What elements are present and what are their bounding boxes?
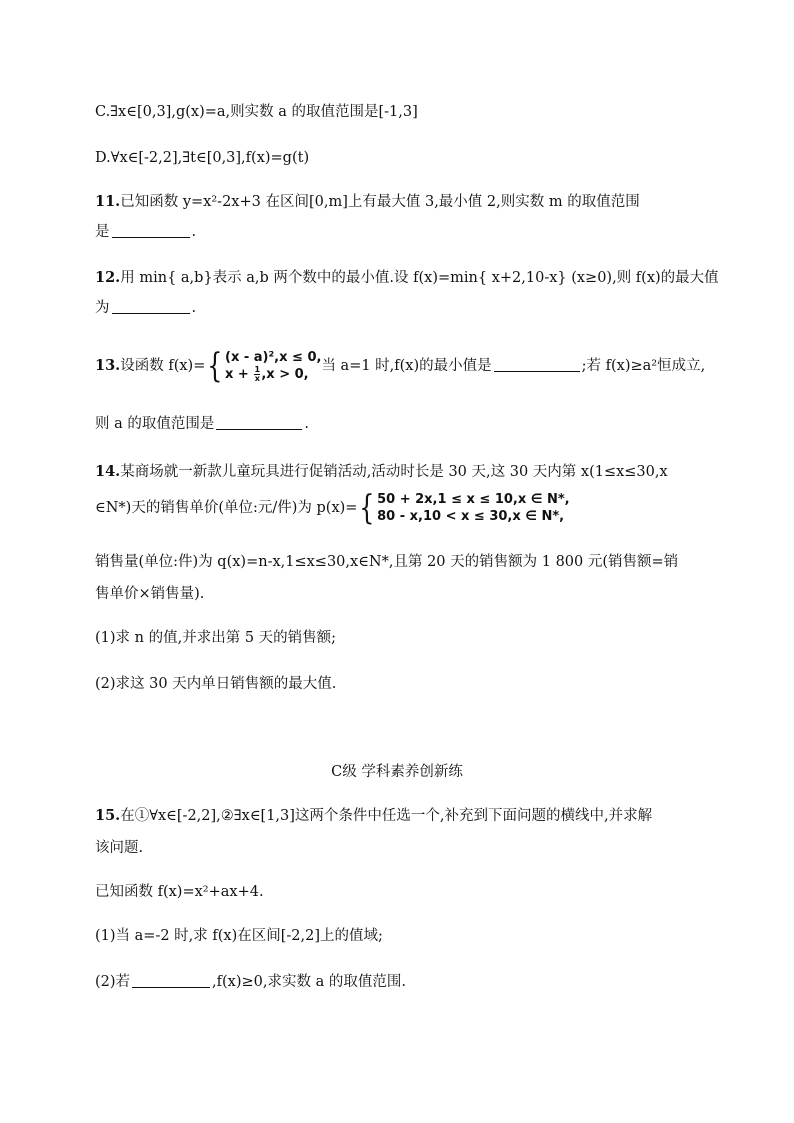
option-d: D.∀x∈[-2,2],∃t∈[0,3],f(x)=g(t) xyxy=(95,150,310,166)
question-text: ∈N*)天的销售单价(单位:元/件)为 p(x)= xyxy=(95,500,358,516)
question-14-sub1: (1)求 n 的值,并求出第 5 天的销售额; xyxy=(95,630,337,646)
question-text: 是 xyxy=(95,224,110,240)
answer-blank[interactable] xyxy=(132,973,210,988)
answer-blank[interactable] xyxy=(112,299,190,314)
question-text: 用 min{ a,b}表示 a,b 两个数中的最小值.设 f(x)=min{ x+2,10-x} (x≥0),则 f(x)的最大值 xyxy=(120,270,719,286)
question-14-line2 xyxy=(95,488,570,528)
question-15-sub2 xyxy=(95,972,406,992)
question-text: 则 a 的取值范围是 xyxy=(95,416,215,432)
fraction: $\frac{1}{x}$ xyxy=(254,365,261,383)
question-12-cont: 为 . xyxy=(95,300,197,316)
question-text: 当 a=1 时,f(x)的最小值是 xyxy=(321,358,492,374)
brace-symbol: { xyxy=(359,488,375,528)
question-text: ;若 f(x)≥a²恒成立, xyxy=(581,358,706,374)
question-14-sub2: (2)求这 30 天内单日销售额的最大值. xyxy=(95,676,337,692)
question-15-given: 已知函数 f(x)=x²+ax+4. xyxy=(95,884,264,900)
option-c: C.∃x∈[0,3],g(x)=a,则实数 a 的取值范围是[-1,3] xyxy=(95,104,418,120)
question-text: (2)若 xyxy=(95,974,131,990)
question-14-line3: 销售量(单位:件)为 q(x)=n-x,1≤x≤30,x∈N*,且第 20 天的销售额为 1 800 元(销售额=销 xyxy=(95,554,679,570)
question-number: 11. xyxy=(95,193,121,210)
question-14-line4: 售单价×销售量). xyxy=(95,586,205,602)
piece-1: 50 + 2x,1 ≤ x ≤ 10,x ∈ N*, xyxy=(377,492,570,507)
question-number: 12. xyxy=(95,269,121,286)
question-11 xyxy=(95,192,640,212)
question-number: 15. xyxy=(95,807,121,824)
answer-blank[interactable] xyxy=(494,357,580,372)
piecewise-function xyxy=(225,349,321,383)
question-12 xyxy=(95,268,719,288)
answer-blank[interactable] xyxy=(216,415,302,430)
piecewise-function xyxy=(377,491,569,525)
question-text: 某商场就一新款儿童玩具进行促销活动,活动时长是 30 天,这 30 天内第 x(1≤x≤30,x xyxy=(120,464,668,480)
section-heading: C级 学科素养创新练 xyxy=(331,764,463,780)
question-15-cont: 该问题. xyxy=(95,840,144,856)
question-11-cont: 是 . xyxy=(95,224,197,240)
answer-blank[interactable] xyxy=(112,223,190,238)
question-text: ,f(x)≥0,求实数 a 的取值范围. xyxy=(212,974,406,990)
question-15 xyxy=(95,806,652,826)
brace-symbol: { xyxy=(207,346,223,386)
question-text: 为 xyxy=(95,300,110,316)
question-number: 13. xyxy=(95,357,121,374)
question-13-cont: 则 a 的取值范围是 . xyxy=(95,416,309,432)
question-text: 在①∀x∈[-2,2],②∃x∈[1,3]这两个条件中任选一个,补充到下面问题的横线中,并求解 xyxy=(120,808,653,824)
question-14 xyxy=(95,462,668,482)
piece-2: x + $\frac{1}{x}$ ,x > 0, xyxy=(225,365,309,383)
question-text: 已知函数 y=x²-2x+3 在区间[0,m]上有最大值 3,最小值 2,则实数 m 的取值范围 xyxy=(120,194,640,210)
question-15-sub1: (1)当 a=-2 时,求 f(x)在区间[-2,2]上的值域; xyxy=(95,928,383,944)
question-13 xyxy=(95,346,705,386)
question-number: 14. xyxy=(95,463,121,480)
piece-2: 80 - x,10 < x ≤ 30,x ∈ N*, xyxy=(377,509,565,524)
piece-1: (x - a)²,x ≤ 0, xyxy=(225,350,322,365)
question-text: 设函数 f(x)= xyxy=(120,358,206,374)
